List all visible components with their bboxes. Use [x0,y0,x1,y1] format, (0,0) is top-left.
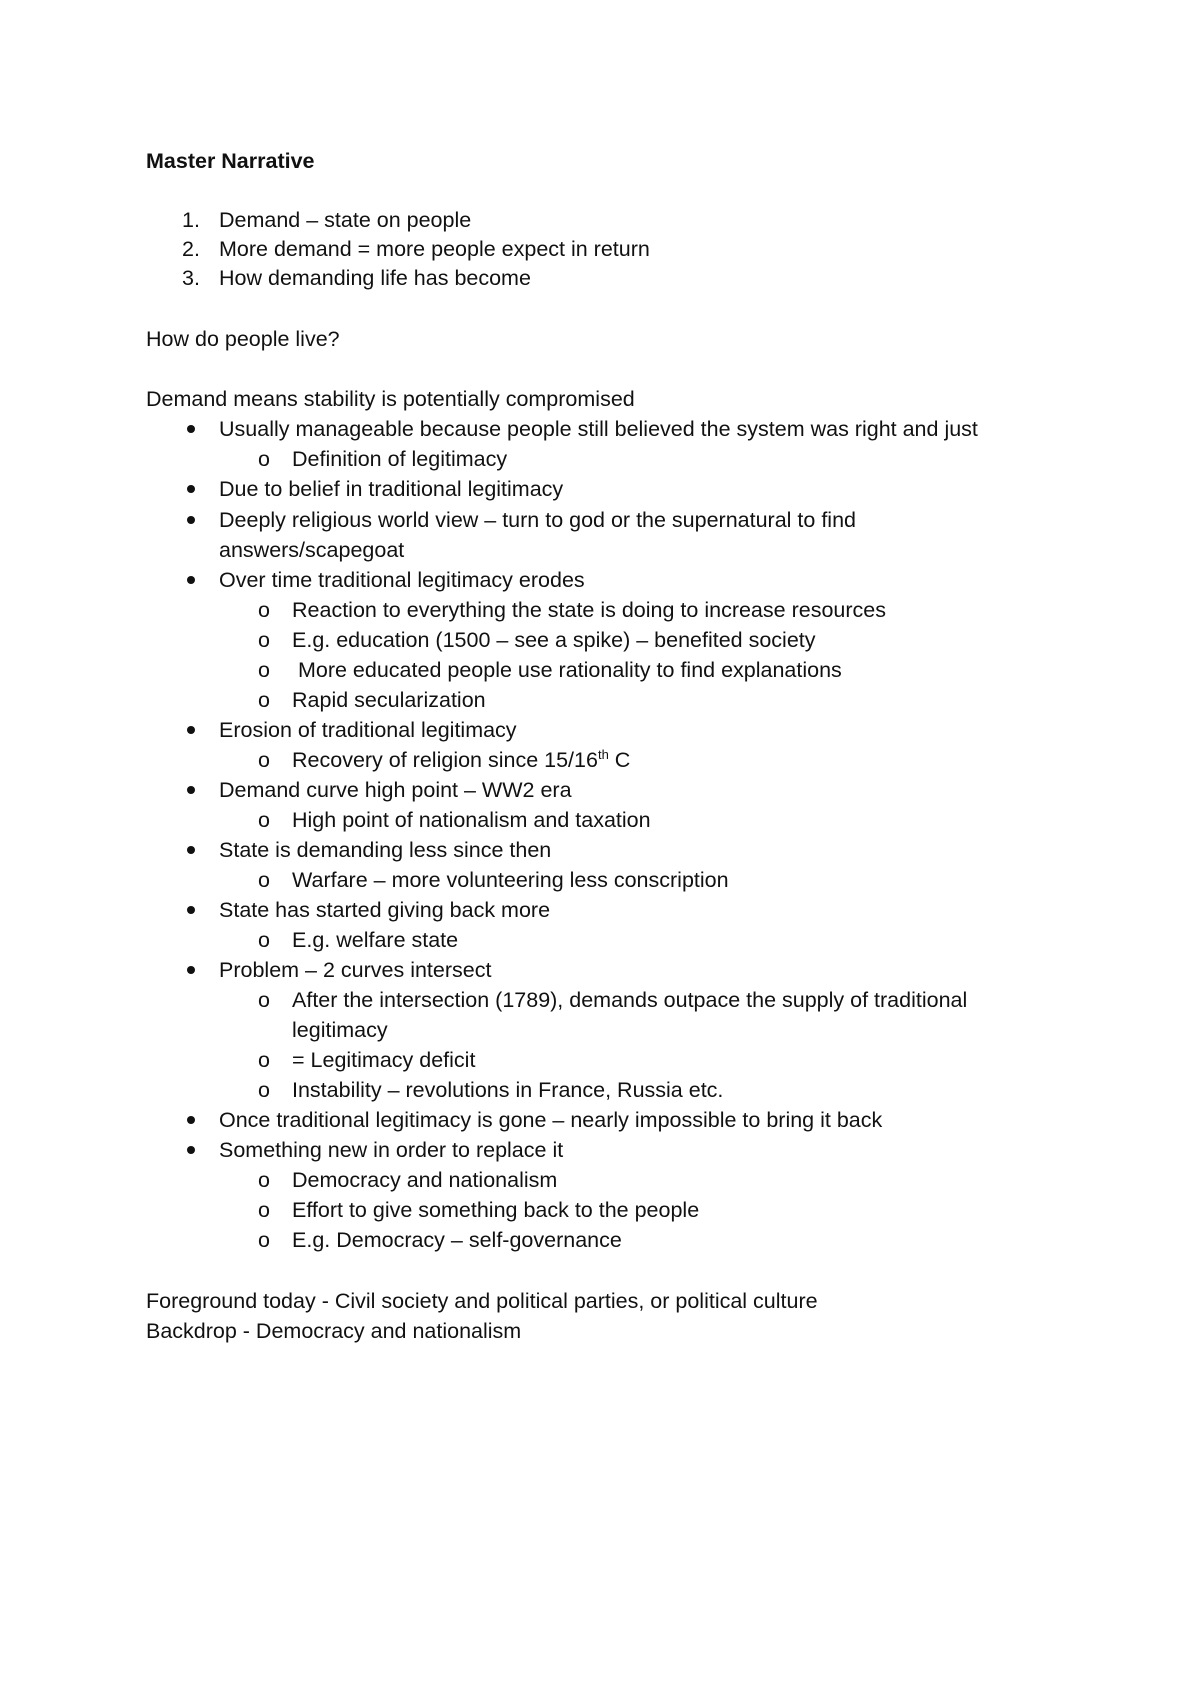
question-heading: How do people live? [146,327,340,351]
bullet-item: Demand curve high point – WW2 era [219,778,572,802]
sub-bullet-item-continuation: legitimacy [292,1018,388,1042]
sub-bullet-icon: o [258,1228,270,1252]
section-intro: Demand means stability is potentially compromised [146,387,635,411]
bullet-icon [187,576,195,584]
bullet-icon [187,485,195,493]
bullet-item: Something new in order to replace it [219,1138,564,1162]
list-number: 1. [182,208,200,232]
sub-bullet-icon: o [258,658,270,682]
sub-bullet-item: Reaction to everything the state is doing to increase resources [292,598,886,622]
bullet-icon [187,726,195,734]
bullet-item-continuation: answers/scapegoat [219,538,405,562]
sub-bullet-item: Definition of legitimacy [292,447,508,471]
bullet-item: State is demanding less since then [219,838,552,862]
numbered-item: How demanding life has become [219,266,531,290]
sub-bullet-item: Effort to give something back to the people [292,1198,700,1222]
bullet-icon [187,425,195,433]
sub-bullet-icon: o [258,1168,270,1192]
ordinal-superscript: th [597,746,609,762]
bullet-item: Deeply religious world view – turn to god or the supernatural to find [219,508,856,532]
bullet-item: Once traditional legitimacy is gone – nearly impossible to bring it back [219,1108,883,1132]
sub-bullet-item [292,746,630,774]
bullet-icon [187,1116,195,1124]
sub-bullet-item: High point of nationalism and taxation [292,808,651,832]
sub-bullet-icon: o [258,928,270,952]
foreground-note: Foreground today - Civil society and political parties, or political culture [146,1289,818,1313]
sub-bullet-item: E.g. Democracy – self-governance [292,1228,622,1252]
sub-bullet-icon: o [258,598,270,622]
backdrop-note: Backdrop - Democracy and nationalism [146,1319,522,1343]
sub-bullet-icon: o [258,1048,270,1072]
bullet-item: Erosion of traditional legitimacy [219,718,517,742]
bullet-icon [187,906,195,914]
sub-bullet-icon: o [258,988,270,1012]
bullet-icon [187,966,195,974]
sub-bullet-icon: o [258,808,270,832]
bullet-icon [187,846,195,854]
page-title: Master Narrative [146,149,315,173]
sub-bullet-icon: o [258,748,270,772]
sub-bullet-item: Warfare – more volunteering less conscription [292,868,729,892]
sub-bullet-text-end: C [608,748,631,772]
sub-bullet-item: E.g. welfare state [292,928,459,952]
bullet-icon [187,516,195,524]
bullet-item: Problem – 2 curves intersect [219,958,492,982]
bullet-icon [187,1146,195,1154]
sub-bullet-icon: o [258,447,270,471]
sub-bullet-item: Instability – revolutions in France, Russia etc. [292,1078,724,1102]
bullet-icon [187,786,195,794]
sub-bullet-item: Democracy and nationalism [292,1168,558,1192]
sub-bullet-item: E.g. education (1500 – see a spike) – benefited society [292,628,816,652]
sub-bullet-item: Rapid secularization [292,688,486,712]
list-number: 3. [182,266,200,290]
numbered-item: More demand = more people expect in return [219,237,650,261]
sub-bullet-item: = Legitimacy deficit [292,1048,476,1072]
bullet-item: Over time traditional legitimacy erodes [219,568,585,592]
list-number: 2. [182,237,200,261]
bullet-item: Usually manageable because people still believed the system was right and just [219,417,978,441]
sub-bullet-icon: o [258,688,270,712]
bullet-item: State has started giving back more [219,898,551,922]
sub-bullet-icon: o [258,1198,270,1222]
sub-bullet-icon: o [258,868,270,892]
numbered-item: Demand – state on people [219,208,472,232]
sub-bullet-text: Recovery of religion since 15/16 [292,748,598,772]
sub-bullet-icon: o [258,628,270,652]
sub-bullet-item: After the intersection (1789), demands outpace the supply of traditional [292,988,968,1012]
sub-bullet-item: More educated people use rationality to find explanations [292,658,842,682]
sub-bullet-icon: o [258,1078,270,1102]
bullet-item: Due to belief in traditional legitimacy [219,477,564,501]
